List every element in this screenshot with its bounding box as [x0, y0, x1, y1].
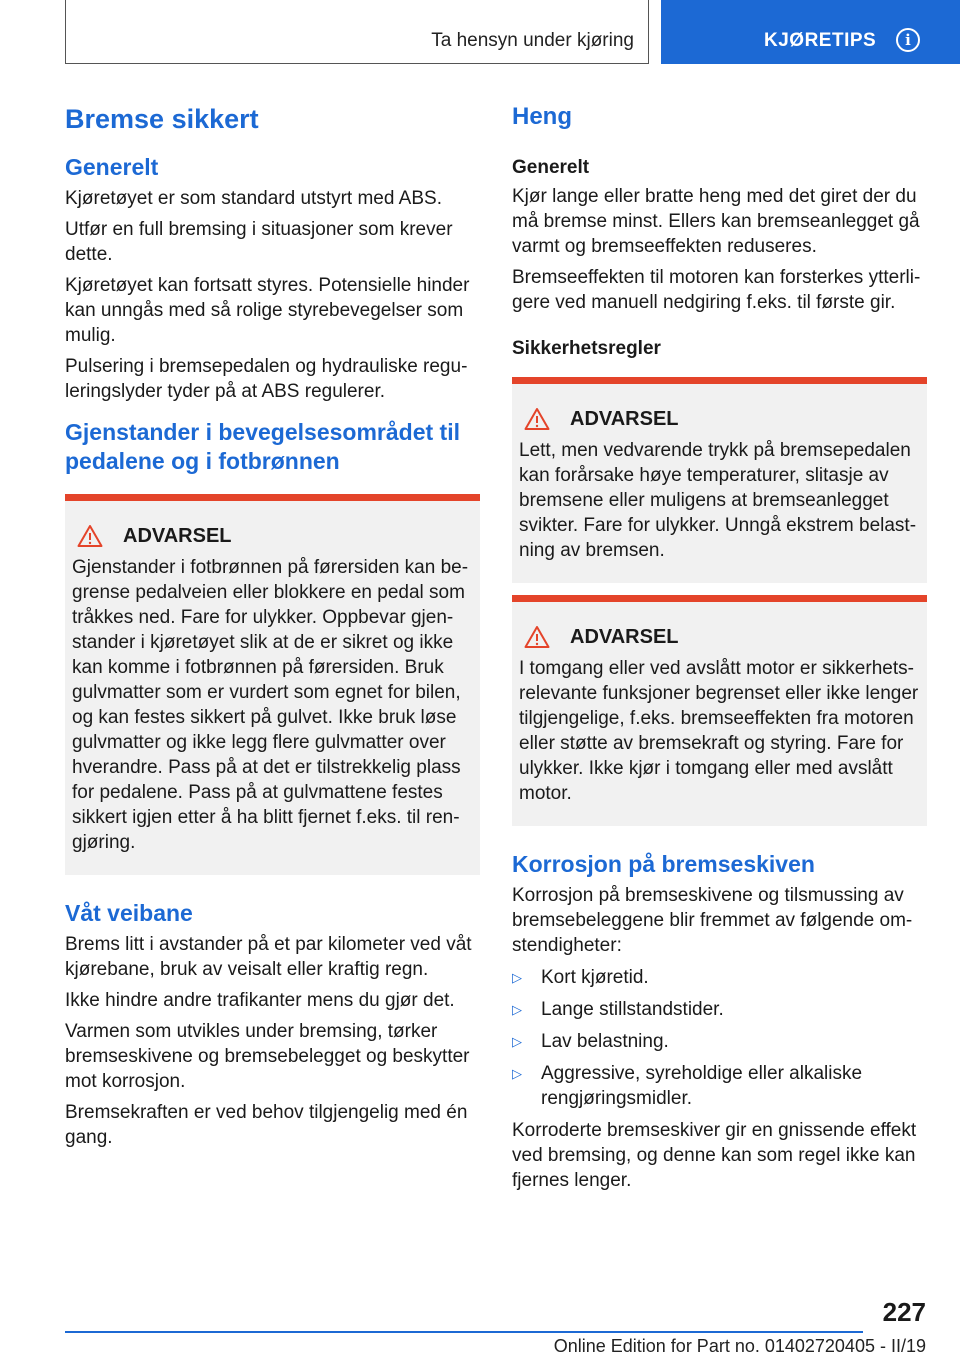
subheading-safety-rules: Sikkerhetsregler: [512, 338, 661, 359]
list-item: [512, 965, 927, 990]
list-item-text: Kort kjøretid.: [541, 967, 649, 988]
subheading-general: Generelt: [65, 154, 159, 180]
paragraph: Korrosjon på bremseskivene og tilsmussing av bremsebeleggene blir fremmet av følgende omstendigheter:: [512, 885, 913, 956]
list-item-text: Lav belastning.: [541, 1031, 669, 1052]
warning-label: ADVARSEL: [570, 407, 679, 430]
subheading-wet-road: Våt veibane: [65, 900, 193, 926]
triangle-bullet-icon: ▷: [512, 1066, 522, 1081]
warning-triangle-icon: [524, 625, 550, 649]
paragraph: Bremseeffekten til motoren kan forsterkes ytterligere ved manuell nedgiring f.eks. til første gir.: [512, 267, 921, 313]
paragraph: Brems litt i avstander på et par kilometer ved våt kjørebane, bruk av veisalt eller kraftig regn.: [65, 934, 472, 980]
edition-note: Online Edition for Part no. 01402720405 - II/19: [553, 1336, 926, 1356]
paragraph: Kjør lange eller bratte heng med det giret der du må bremse minst. Ellers kan bremseanlegget gå varmt og bremseeffekten reduseres.: [512, 186, 920, 257]
paragraph: Utfør en full bremsing i situasjoner som krever dette.: [65, 219, 453, 265]
right-column: [512, 100, 927, 1193]
paragraph: Ikke hindre andre trafikanter mens du gjør det.: [65, 990, 455, 1011]
list-item: [512, 1029, 927, 1054]
list-item-text: Lange stillstandstider.: [541, 999, 724, 1020]
paragraph: Pulsering i bremsepedalen og hydrauliske reguleringslyder tyder på at ABS regulerer.: [65, 356, 468, 402]
page-number: 227: [882, 1297, 926, 1327]
triangle-bullet-icon: ▷: [512, 1002, 522, 1017]
section-title-brake-safely: Bremse sikkert: [65, 104, 259, 134]
chapter-title: Ta hensyn under kjøring: [431, 30, 634, 51]
paragraph: Varmen som utvikles under bremsing, tørker bremseskivene og bremsebelegget og beskytter mot korrosjon.: [65, 1021, 470, 1092]
paragraph: Kjøretøyet kan fortsatt styres. Potensielle hinder kan unngås med så rolige styrebevegelser som mulig.: [65, 275, 470, 346]
section-label: KJØRETIPS: [764, 30, 877, 51]
list-item: [512, 1061, 927, 1111]
section-tab[interactable]: [661, 0, 960, 64]
warning-header: [519, 404, 919, 434]
paragraph: Korroderte bremseskiver gir en gnissende effekt ved bremsing, og denne kan som regel ikke kan fjernes lenger.: [512, 1120, 917, 1191]
triangle-bullet-icon: ▷: [512, 970, 522, 985]
subheading-general: Generelt: [512, 157, 590, 178]
warning-label: ADVARSEL: [570, 625, 679, 648]
warning-triangle-icon: [77, 524, 103, 548]
info-icon[interactable]: i: [896, 28, 920, 52]
subheading-brake-disc-corrosion: Korrosjon på bremseskiven: [512, 851, 815, 877]
footer-divider: [65, 1331, 863, 1333]
chapter-header: [65, 0, 649, 64]
warning-label: ADVARSEL: [123, 524, 232, 547]
warning-text: Lett, men vedvarende trykk på bremsepedalen kan forårsake høye temperaturer, slitasje av bremsene eller muligens at bremseanlegget svikter. Fare for ulykker. Unngå ekstrem belastning av bremsen.: [519, 440, 917, 561]
list-item-text: Aggressive, syreholdige eller alkaliske rengjøringsmidler.: [541, 1063, 863, 1109]
subheading-pedal-objects: Gjenstander i bevegelsesområdet til pedalene og i fotbrønnen: [65, 419, 460, 474]
warning-text: I tomgang eller ved avslått motor er sikkerhetsrelevante funksjoner begrenset eller ikke lenger tilgjengelige, f.eks. bremseeffekten fra motoren eller støtte av bremsekraft og styring. Fare for ulykker. Ikke kjør i tomgang eller med avslått motor.: [519, 658, 919, 804]
warning-box: [65, 494, 480, 875]
warning-box: [512, 377, 927, 583]
paragraph: Bremsekraften er ved behov tilgjengelig med én gang.: [65, 1102, 468, 1148]
paragraph: Kjøretøyet er som standard utstyrt med ABS.: [65, 188, 442, 209]
warning-triangle-icon: [524, 407, 550, 431]
section-title-slopes: Heng: [512, 103, 572, 130]
warning-header: [72, 521, 472, 551]
warning-header: [519, 622, 919, 652]
corrosion-list: [512, 965, 927, 1111]
list-item: [512, 997, 927, 1022]
warning-text: Gjenstander i fotbrønnen på førersiden kan begrense pedalveien eller blokkere en pedal som tråkkes ned. Fare for ulykker. Oppbevar gjenstander i kjøretøyet slik at de er sikret og ikke kan komme i fotbrønnen på førersiden. Bruk gulvmatter som er vurdert som egnet for bilen, og kan festes sikkert på gulvet. Ikke bruk løse gulvmatter og ikke legg flere gulvmatter over hverandre. Pass på at det er tilstrekkelig plass for pedalene. Pass på at gulvmattene festes sikkert igjen etter å ha blitt fjernet f.eks. til rengjøring.: [72, 557, 469, 853]
triangle-bullet-icon: ▷: [512, 1034, 522, 1049]
warning-box: [512, 595, 927, 826]
left-column: [65, 100, 480, 1150]
